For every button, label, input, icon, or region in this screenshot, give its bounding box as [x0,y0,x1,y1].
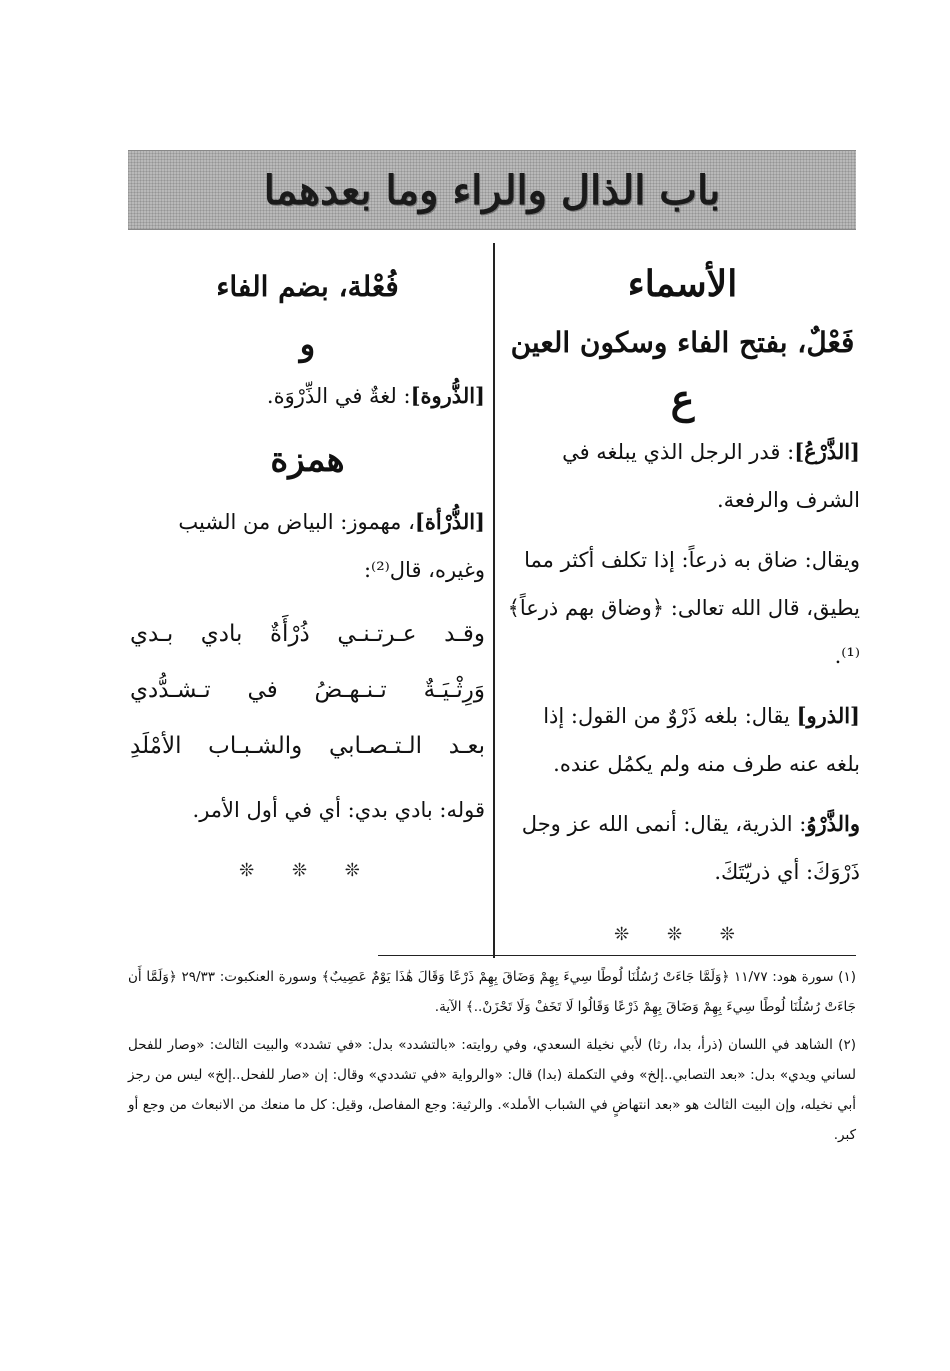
entry-term: [الذرو] [796,703,860,728]
entry-text: : لغةٌ في الذِّرْوَة. [266,384,411,408]
verse-line-3: بعـد الـتـصـابي والشـبـاب الأمْلَدِ [130,733,485,759]
footnote-1: (١) سورة هود: ١١/٧٧ ﴿وَلَمَّا جَاءَتْ رُسُلُنَا لُوطًا سِيءَ بِهِمْ وَضَاقَ بِهِمْ ذَرْعًا وَقَالَ هَٰذَا يَوْمٌ عَصِيبٌ﴾ وسورة العنكبوت: ٢٩/٣٣ ﴿وَلَمَّا أَن جَاءَتْ رُسُلُنَا لُوطًا سِيءَ بِهِمْ وَضَاقَ بِهِمْ ذَرْعًا وَقَالُوا لَا تَخَفْ وَلَا تَحْزَنْ..﴾ الآية. [128,969,856,1015]
footnote-2: (٢) الشاهد في اللسان (ذرأ، بدا، رثا) لأبي نخيلة السعدي، وفي روايته: «بالتشدد» بدل: «في تشدد» والبيت الثالث: «وصار للفحل لساني ويدي» بدل: «بعد التصابي..إلخ» وفي التكملة (بدا) قال: «والرواية «في تشددي» وقال: إن «صار للفحل..إلخ» ليس من رجز أبي نخيله، وإن البيت الثالث هو «بعد انتهاضٍ في الشباب الأملد». والرثية: وجع المفاصل، وقيل: كل ما منعك من الانبعاث من وجع أو كبر. [128,1037,856,1143]
footnote-rule [378,955,856,956]
section-separator: ❊ ❊ ❊ [614,924,751,945]
explanatory-note: قوله: بادي بدي: أي في أول الأمر. [192,798,485,822]
pattern-heading: فَعْلٌ، بفتح الفاء وسكون العين [510,326,855,359]
entry-text: يقال: بلغه ذَرْوٌ من القول: إذا بلغه عنه طرف منه ولم يكمُل عنده. [543,704,860,776]
entry-term: والذَّرْوُ [806,811,860,836]
footnotes [128,962,856,1158]
entry-text: ، مهموز: البياض من الشيب وغيره، قال⁽²⁾: [178,510,485,582]
section-separator: ❊ ❊ ❊ [239,860,376,881]
entry-dhar-continued: ويقال: ضاق به ذرعاً: إذا تكلف أكثر مما يطيق، قال الله تعالى: ﴿وضاق بهم ذرعاً﴾⁽¹⁾. [507,548,860,668]
entry-term: [الذَّرْعُ] [794,439,860,464]
chapter-banner [128,150,856,230]
entry-dhurwa [130,372,485,420]
right-column [505,250,860,945]
section-heading-nouns: الأسماء [627,263,738,305]
entry-term: [الذُّرْأة] [414,509,485,534]
entry-text: : قدر الرجل الذي يبلغه في الشرف والرفعة. [562,440,860,512]
entry-dhur-a [130,498,485,594]
verse-line-1: وقـد عـرتـنـي ذُرْأَةٌ بادي بـدي [130,621,485,647]
pattern-heading: فُعْلة، بضم الفاء [216,270,399,303]
entry-dharw [505,692,860,788]
column-divider [493,243,495,958]
entry-dharw-progeny [505,800,860,896]
entry-text: : الذرية، يقال: أنمى الله عز وجل ذَرْوَكَ: أي ذريّتَكَ. [521,812,860,884]
chapter-title: باب الذال والراء وما بعدهما [263,166,721,214]
entry-term: [الذُّروة] [410,383,485,408]
entry-dhar [505,428,860,524]
verse-line-2: وَرِثْـيَـةٌ تـنـهـضُ في تـشـدُّدي [130,677,485,703]
hamza-heading: همزة [270,440,345,480]
left-column [130,250,485,881]
letter-heading: ع [670,376,695,423]
letter-heading: و [299,325,316,363]
